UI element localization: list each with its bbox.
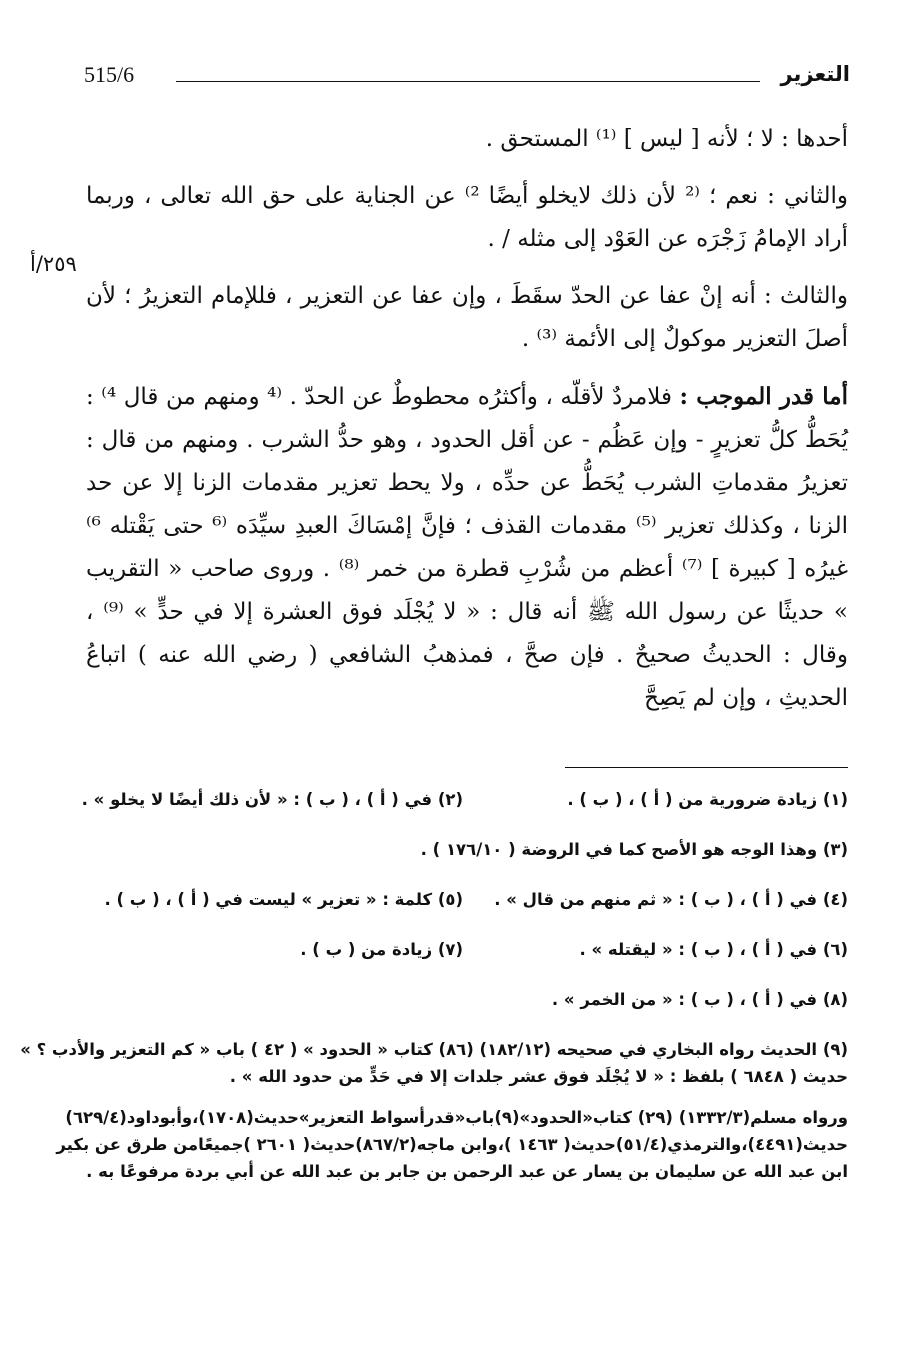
footnote-separator (565, 767, 848, 768)
footnote-4: (٤) في ( أ ) ، ( ب ) : « ثم منهم من قال » . (494, 890, 848, 909)
footnotes (20, 786, 848, 1199)
footnote-9-continued (56, 1104, 848, 1185)
chapter-title: التعزير (780, 62, 850, 86)
footnote-9b-line: ابن عبد الله عن سليمان بن يسار عن عبد الرحمن بن جابر بن عبد الله عن أبي بردة مرفوعًا به . (86, 1162, 848, 1181)
footnote-9b-line: حديث(٤٤٩١)،والترمذي(٥١/٤)حديث( ١٤٦٣ )،وابن ماجه(٨٦٧/٢)حديث( ٢٦٠١ )جميعًامن طرق عن بكير (56, 1135, 848, 1154)
footnote-9 (20, 1036, 848, 1090)
paragraph-4-text: فلامردٌ لأقلّه ، وأكثرُه محطوطٌ عن الحدّ . ⁽⁴ ومنهم من قال ⁴⁾ : يُحَطُّ كلُّ تعزيرٍ - وإن عَظُم - عن أقل الحدود ، وهو حدُّ الشرب . ومنهم من قال : تعزيرُ مقدماتِ الشرب يُحَطُّ عن حدِّه ، ولا يحط تعزير مقدمات الزنا إلا عن حد الزنا ، وكذلك تعزير ⁽⁵⁾ مقدمات القذف ؛ فإنَّ إمْسَاكَ العبدِ سيِّدَه ⁽⁶ حتى يَقْتله ⁶⁾ غيرُه [ كبيرة ] ⁽⁷⁾ أعظم من شُرْبِ قطرة من خمر ⁽⁸⁾ . وروى صاحب « التقريب » حديثًا عن رسول الله ﷺ أنه قال : « لا يُجْلَد فوق العشرة إلا في حدٍّ » ⁽⁹⁾ ، وقال : الحديثُ صحيحٌ . فإن صحَّ ، فمذهبُ الشافعي ( رضي الله عنه ) اتباعُ الحديثِ ، وإن لم يَصِحَّ (86, 384, 849, 711)
footnote-5: (٥) كلمة : « تعزير » ليست في ( أ ) ، ( ب ) . (104, 890, 463, 909)
page-header (84, 62, 850, 92)
footnote-row (78, 786, 848, 813)
footnote-1: (١) زيادة ضرورية من ( أ ) ، ( ب ) . (567, 790, 848, 809)
section-heading: أما قدر الموجب : (679, 383, 848, 410)
footnote-row (78, 936, 848, 963)
paragraph-3: والثالث : أنه إنْ عفا عن الحدّ سقَطَ ، وإن عفا عن التعزير ، فللإمام التعزيرُ ؛ لأن أصلَ التعزير موكولٌ إلى الأئمة ⁽³⁾ . (86, 283, 848, 352)
paragraph-4 (86, 375, 848, 720)
main-text (86, 118, 848, 734)
footnote-2: (٢) في ( أ ) ، ( ب ) : « لأن ذلك أيضًا لا يخلو » . (81, 790, 463, 809)
footnote-3: (٣) وهذا الوجه هو الأصح كما في الروضة ( ١٧٦/١٠ ) . (420, 840, 848, 859)
manuscript-folio-note: ٢٥٩/أ (30, 252, 77, 276)
page-number: 515/6 (84, 62, 135, 87)
paragraph-2: والثاني : نعم ؛ ⁽² لأن ذلك لايخلو أيضًا ²⁾ عن الجناية على حق الله تعالى ، وربما أراد الإمامُ زَجْرَه عن العَوْد إلى مثله / . (86, 183, 848, 252)
paragraph-1: أحدها : لا ؛ لأنه [ ليس ] ⁽¹⁾ المستحق . (485, 126, 848, 152)
footnote-9-line: (٩) الحديث رواه البخاري في صحيحه (١٨٢/١٢) (٨٦) كتاب « الحدود » ( ٤٢ ) باب « كم التعزير والأدب ؟ » (20, 1040, 848, 1059)
footnote-7: (٧) زيادة من ( ب ) . (300, 940, 463, 959)
header-rule (176, 81, 760, 82)
footnote-9-line: حديث ( ٦٨٤٨ ) بلفظ : « لا يُجْلَد فوق عشر جلدات إلا في حَدٍّ من حدود الله » . (229, 1067, 848, 1086)
footnote-row (78, 886, 848, 913)
footnote-9b-line: ورواه مسلم(١٣٣٢/٣) (٢٩) كتاب«الحدود»(٩)باب«قدرأسواط التعزير»حديث(١٧٠٨)،وأبوداود(٦٢٩/٤) (65, 1108, 848, 1127)
footnote-8: (٨) في ( أ ) ، ( ب ) : « من الخمر » . (551, 990, 848, 1009)
footnote-6: (٦) في ( أ ) ، ( ب ) : « ليقتله » . (579, 940, 848, 959)
